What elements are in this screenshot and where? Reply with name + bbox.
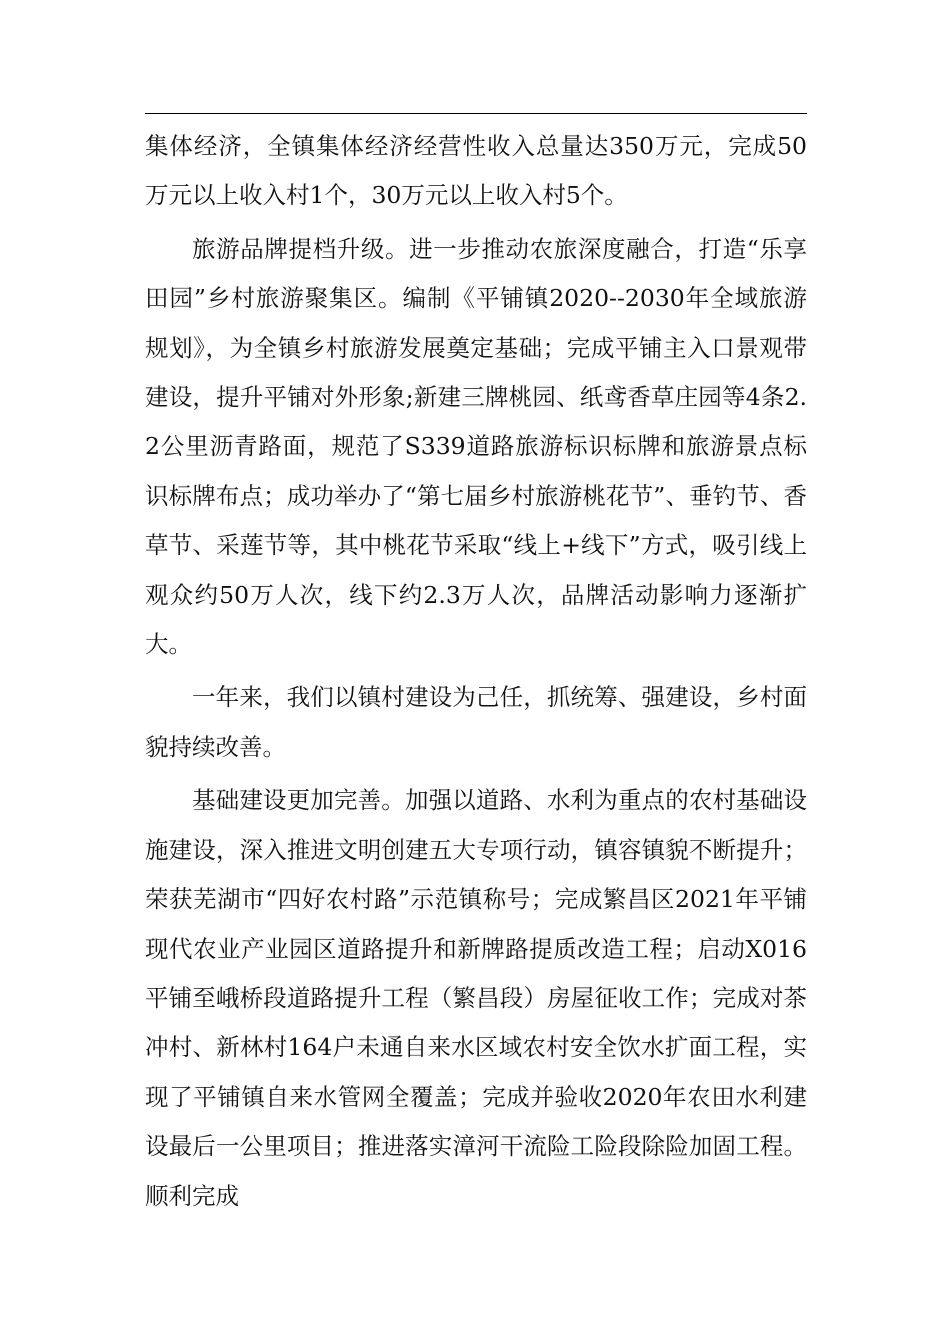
paragraph-town-construction: 一年来，我们以镇村建设为己任，抓统筹、强建设，乡村面貌持续改善。 [145, 683, 807, 761]
paragraph-tourism-brand: 旅游品牌提档升级。进一步推动农旅深度融合，打造“乐享田园”乡村旅游聚集区。编制《平铺镇2020--2030年全域旅游规划》，为全镇乡村旅游发展奠定基础；完成平铺主入口景观带建设，提升平铺对外形象;新建三牌桃园、纸鸢香草庄园等4条2.2公里沥青路面，规范了S339道路旅游标识标牌和旅游景点标识标牌布点；成功举办了“第七届乡村旅游桃花节”、垂钓节、香草节、采莲节等，其中桃花节采取“线上+线下”方式，吸引线上观众约50万人次，线下约2.3万人次，品牌活动影响力逐渐扩大。 [145, 234, 807, 659]
document-body [145, 122, 807, 1221]
header-rule [145, 113, 807, 114]
paragraph-infrastructure: 基础建设更加完善。加强以道路、水利为重点的农村基础设施建设，深入推进文明创建五大专项行动，镇容镇貌不断提升；荣获芜湖市“四好农村路”示范镇称号；完成繁昌区2021年平铺现代农业产业园区道路提升和新牌路提质改造工程；启动X016平铺至峨桥段道路提升工程（繁昌段）房屋征收工作；完成对茶冲村、新林村164户未通自来水区域农村安全饮水扩面工程，实现了平铺镇自来水管网全覆盖；完成并验收2020年农田水利建设最后一公里项目；推进落实漳河干流险工险段除险加固工程。顺利完成 [145, 786, 807, 1210]
paragraph-collective-economy: 集体经济，全镇集体经济经营性收入总量达350万元，完成50万元以上收入村1个，30万元以上收入村5个。 [145, 132, 807, 210]
